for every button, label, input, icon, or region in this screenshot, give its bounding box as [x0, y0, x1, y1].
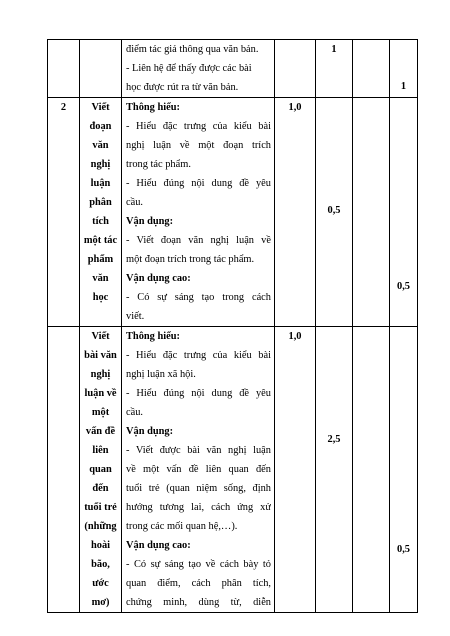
- score-cell: [390, 98, 418, 327]
- topic-line: vấn đề: [85, 426, 116, 437]
- topic-line: một tác: [83, 235, 118, 246]
- content-line: hướng tương lai, cách ứng xử: [126, 502, 271, 513]
- content-line: tuổi trẻ (quan niệm sống, định: [126, 483, 271, 494]
- topic-line: học: [92, 292, 109, 303]
- score-value: 1,0: [288, 331, 302, 342]
- score-cell: [390, 40, 418, 98]
- topic-line: đến: [92, 483, 109, 494]
- topic-line: Viết: [91, 331, 110, 342]
- content-line: - Có sự sáng tạo trong cách: [126, 292, 271, 303]
- score-cell: [316, 327, 353, 613]
- topic-line: bài văn: [84, 350, 117, 361]
- score-value: 1: [331, 44, 337, 55]
- content-line: trong các mối quan hệ,…).: [126, 521, 238, 532]
- content-line: điểm tác giả thông qua văn bản.: [126, 44, 259, 55]
- topic-line: Viết: [91, 102, 110, 113]
- topic-line: tuổi trẻ: [84, 502, 117, 513]
- content-line: viết.: [126, 311, 145, 322]
- score-cell: [275, 327, 316, 613]
- row-index: 2: [60, 102, 67, 113]
- content-cell: [122, 327, 275, 613]
- content-cell: [122, 98, 275, 327]
- content-line: - Hiểu đúng nội dung đề yêu: [126, 388, 271, 399]
- score-cell: [316, 98, 353, 327]
- score-cell: [353, 98, 390, 327]
- level-heading: Vận dụng:: [126, 426, 174, 437]
- score-cell: [316, 40, 353, 98]
- content-line: - Hiểu đặc trưng của kiểu bài: [126, 350, 271, 361]
- topic-line: luận về: [84, 388, 117, 399]
- score-cell: [353, 327, 390, 613]
- content-line: chứng minh, dùng từ, diễn: [126, 597, 271, 608]
- topic-line: mơ): [91, 597, 110, 608]
- topic-cell: [80, 40, 122, 98]
- topic-line: quan: [89, 464, 112, 475]
- content-cell: [122, 40, 275, 98]
- content-line: - Hiểu đặc trưng của kiểu bài: [126, 121, 271, 132]
- matrix-table: [47, 39, 418, 613]
- content-line: cầu.: [126, 407, 144, 418]
- level-heading: Vận dụng:: [126, 216, 174, 227]
- topic-line: luận: [90, 178, 111, 189]
- content-line: - Liên hệ để thấy được các bài: [126, 63, 252, 74]
- score-cell: [275, 40, 316, 98]
- content-line: nghị luận về một đoạn trích: [126, 140, 271, 151]
- score-value: 1: [400, 81, 407, 92]
- content-line: - Có sự sáng tạo về cách bày tỏ: [126, 559, 271, 570]
- table-row: [48, 327, 418, 613]
- topic-line: (những: [84, 521, 117, 532]
- index-cell: [48, 40, 80, 98]
- topic-line: nghị: [90, 159, 111, 170]
- level-heading: Thông hiểu:: [126, 102, 180, 113]
- topic-line: bão,: [91, 559, 110, 570]
- topic-line: liên: [92, 445, 109, 456]
- topic-line: nghị: [90, 369, 111, 380]
- score-cell: [353, 40, 390, 98]
- topic-line: văn: [92, 273, 109, 284]
- content-line: quan điểm, cách phân tích,: [126, 578, 271, 589]
- level-heading: Vận dụng cao:: [126, 273, 191, 284]
- content-line: - Hiểu đúng nội dung đề yêu: [126, 178, 271, 189]
- score-value: 0,5: [397, 544, 410, 555]
- score-cell: [275, 98, 316, 327]
- topic-line: văn: [92, 140, 109, 151]
- score-value: 1,0: [288, 102, 302, 113]
- content-line: một đoạn trích trong tác phẩm.: [126, 254, 255, 265]
- topic-line: tích: [92, 216, 109, 227]
- topic-cell: [80, 98, 122, 327]
- topic-line: phân: [89, 197, 112, 208]
- table-row: [48, 98, 418, 327]
- table-row: [48, 40, 418, 98]
- topic-line: một: [91, 407, 110, 418]
- content-line: về một vấn đề liên quan đến: [126, 464, 271, 475]
- topic-line: phẩm: [87, 254, 114, 265]
- topic-line: ước: [92, 578, 109, 589]
- topic-cell: [80, 327, 122, 613]
- content-line: - Viết được bài văn nghị luận: [126, 445, 271, 456]
- score-value: 0,5: [397, 281, 410, 292]
- content-line: học được rút ra từ văn bản.: [126, 82, 239, 93]
- score-value: 2,5: [327, 434, 341, 445]
- content-line: cầu.: [126, 197, 144, 208]
- content-line: trong tác phẩm.: [126, 159, 191, 170]
- topic-line: đoạn: [89, 121, 112, 132]
- score-value: 0,5: [327, 205, 341, 216]
- topic-line: hoài: [90, 540, 111, 551]
- score-cell: [390, 327, 418, 613]
- level-heading: Thông hiểu:: [126, 331, 180, 342]
- content-line: - Viết đoạn văn nghị luận về: [126, 235, 271, 246]
- content-line: nghị luận xã hội.: [126, 369, 196, 380]
- index-cell: [48, 327, 80, 613]
- level-heading: Vận dụng cao:: [126, 540, 191, 551]
- index-cell: [48, 98, 80, 327]
